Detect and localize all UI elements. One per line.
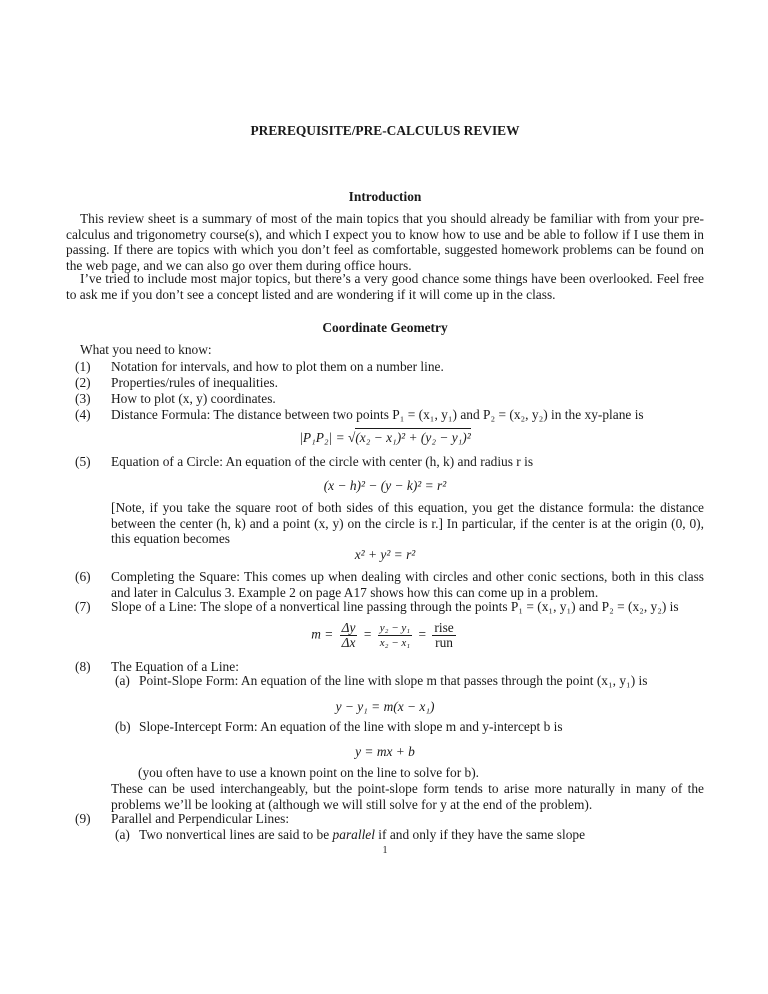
origin-circle-formula: x² + y² = r²	[354, 547, 416, 562]
sub-item-text	[139, 827, 704, 843]
item-number: (9)	[75, 811, 91, 826]
numerator: Δy	[341, 620, 356, 635]
list-item-1	[75, 359, 704, 375]
sub-item-point-slope	[115, 673, 704, 689]
item-number: (7)	[75, 599, 91, 614]
item-number: (6)	[75, 569, 91, 584]
circle-note: [Note, if you take the square root of both sides of this equation, you get the distance formula: the distance between the center (h, k) and a point (x, y) on the circle is r.] In particular, if the center is at the origin (0, 0), this equation becomes	[111, 500, 704, 546]
item-text: Slope of a Line: The slope of a nonvertical line passing through the points P₁ = (x₁, y₁) and P₂ = (x₂, y₂) is	[111, 599, 679, 614]
equals-sign: =	[418, 626, 427, 642]
distance-formula	[66, 430, 704, 446]
sub-item-text: Slope-Intercept Form: An equation of the line with slope m and y-intercept b is	[139, 719, 563, 734]
text-before: Two nonvertical lines are said to be	[139, 827, 333, 842]
item-number: (8)	[75, 659, 91, 674]
list-item-7	[75, 599, 704, 615]
item-text: Equation of a Circle: An equation of the circle with center (h, k) and radius r is	[111, 454, 534, 469]
numerator: y₂ − y₁	[379, 622, 411, 634]
equals-sign: =	[363, 626, 372, 642]
coordinate-geometry-heading: Coordinate Geometry	[322, 320, 448, 335]
text-after: if and only if they have the same slope	[374, 827, 586, 842]
numerator: rise	[434, 620, 454, 635]
point-slope-formula: y − y₁ = m(x − x₁)	[335, 699, 435, 714]
list-item-2	[75, 375, 704, 391]
sub-item-number: (a)	[115, 827, 130, 842]
item-number: (4)	[75, 407, 91, 422]
sub-item-number: (b)	[115, 719, 131, 734]
list-item-5	[75, 454, 704, 470]
list-item-4	[75, 407, 704, 423]
intro-paragraph-1: This review sheet is a summary of most of the main topics that you should already be familiar with from your pre-calculus and trigonometry course(s), and which I expect you to know how to use and be able to follow if I use them in passing. If there are topics with which you don’t feel as comfortable, suggested homework problems can be found on the web page, and we can also go over them during office hours.	[66, 211, 704, 273]
emphasis-parallel: parallel	[332, 827, 375, 842]
distance-formula-lhs: |P₁P₂| =	[299, 430, 348, 445]
what-you-need-label: What you need to know:	[80, 342, 212, 357]
list-item-3	[75, 391, 704, 407]
list-item-6	[75, 569, 704, 600]
slope-lhs: m =	[311, 626, 334, 642]
sub-item-slope-intercept	[115, 719, 704, 735]
item-number: (5)	[75, 454, 91, 469]
slope-fraction-rise-run	[432, 621, 455, 650]
intro-paragraph-2: I’ve tried to include most major topics, but there’s a very good chance some things have been overlooked. Feel free to ask me if you don’t see a concept listed and are wondering if it will come up in the class.	[66, 271, 704, 302]
slope-fraction-delta	[340, 621, 358, 650]
item-text: The Equation of a Line:	[111, 659, 239, 674]
denominator: run	[435, 635, 453, 650]
sqrt-symbol: √	[347, 430, 356, 445]
slope-formula	[66, 621, 704, 650]
item-text: How to plot (x, y) coordinates.	[111, 391, 276, 406]
distance-formula-radicand: (x₂ − x₁)² + (y₂ − y₁)²	[355, 430, 471, 445]
slope-fraction-coordinates	[378, 621, 412, 650]
item-text: Notation for intervals, and how to plot them on a number line.	[111, 359, 444, 374]
item-number: (2)	[75, 375, 91, 390]
item-text: Parallel and Perpendicular Lines:	[111, 811, 290, 826]
slope-intercept-formula: y = mx + b	[355, 744, 415, 759]
sub-item-text: Point-Slope Form: An equation of the line with slope m that passes through the point (x₁, y₁) is	[139, 673, 648, 688]
denominator: x₂ − x₁	[379, 637, 411, 649]
introduction-heading: Introduction	[348, 189, 422, 204]
sub-item-number: (a)	[115, 673, 130, 688]
page-number: 1	[382, 845, 388, 856]
line-comment: These can be used interchangeably, but the point-slope form tends to arise more naturally in many of the problems we’ll be looking at (although we will still solve for y at the end of the problem).	[111, 781, 704, 812]
sub-item-parallel	[115, 827, 704, 843]
line-note: (you often have to use a known point on the line to solve for b).	[138, 765, 480, 780]
item-number: (3)	[75, 391, 91, 406]
item-text: Completing the Square: This comes up when dealing with circles and other conic sections, both in this class and later in Calculus 3. Example 2 on page A17 shows how this can come up in a problem.	[111, 569, 704, 600]
circle-formula: (x − h)² − (y − k)² = r²	[323, 478, 447, 493]
list-item-9	[75, 811, 704, 827]
item-text: Properties/rules of inequalities.	[111, 375, 278, 390]
item-number: (1)	[75, 359, 91, 374]
item-text: Distance Formula: The distance between two points P₁ = (x₁, y₁) and P₂ = (x₂, y₂) in the xy-plane is	[111, 407, 644, 422]
denominator: Δx	[341, 635, 356, 650]
page-title: PREREQUISITE/PRE-CALCULUS REVIEW	[250, 123, 520, 138]
